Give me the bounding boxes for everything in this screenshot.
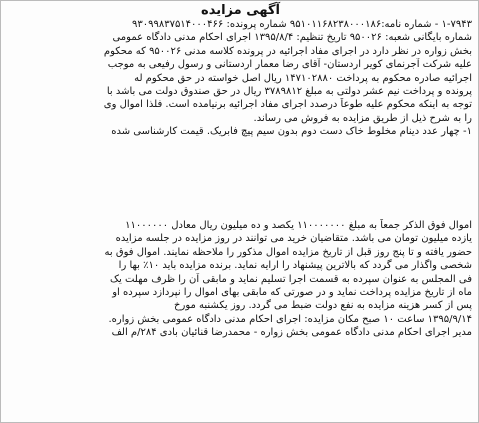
notice-title: آگهی مزایده [201, 3, 280, 18]
text-line: ۱- چهار عدد دینام مخلوط خاک دست دوم بدون سیم پیچ فابریک. قیمت کارشناسی شده [111, 126, 472, 138]
text-line: فی المجلس به عنوان سپرده به قسمت اجرا تسلیم نماید و مابقی آن را ظرف مهلت یک [110, 273, 472, 285]
text-line: اموال فوق الذکر جمعاً به مبلغ ۱۱۰۰۰۰۰۰۰ یکصد و ده میلیون ریال معادل ۱۱۰۰۰۰۰۰ [125, 220, 472, 231]
text-line: یازده میلیون تومان می باشد. متقاضیان خرید می توانند در روز مزایده در جلسه مزایده [115, 233, 472, 245]
notice-paragraph-1 [7, 18, 472, 139]
text-line: بخش زواره در نظر دارد در اجرای مفاد اجرائیه در پرونده کلاسه مدنی ۹۵۰۰۲۶ که محکوم [103, 45, 472, 57]
text-line: پرونده و پرداخت نیم عشر دولتی به مبلغ ۳۷۸۹۸۱۲ ریال در حق صندوق دولت می باشد با [106, 86, 472, 98]
text-line: شخصی واگذار می گردد که بالاترین پیشنهاد را ارایه نماید. برنده مزایده باید ۱۰٪ بها را [118, 260, 472, 272]
text-line: را به شرح ذیل از طریق مزایده به فروش می رساند. [253, 112, 472, 124]
text-line: حضور یافته و تا پنج روز قبل از تاریخ مزایده اموال مذکور را ملاحظه نمایند. اموال فوق به [104, 246, 472, 258]
text-line: اجرائیه صادره محکوم به پرداخت ۱۴۷۱۰۲۸۸۰ ریال اصل خواسته در حق محکوم له [134, 72, 472, 84]
text-line: ماه از تاریخ مزایده پرداخت نماید و در صورتی که مابقی بهای اموال را نپردازد سپرده او [112, 287, 472, 299]
text-line: پس از کسر هزینه مزایده به نفع دولت ضبط می گردد. روز یکشنبه مورخ [174, 300, 472, 312]
text-line: ۱-۷۹۴۳ - شماره نامه:۹۵۱۰۱۱۶۸۲۳۸۰۰۰۱۸۶ شماره پرونده: ۹۳۰۹۹۸۳۷۵۱۴۰۰۰۴۶۶ [131, 19, 472, 30]
text-line: علیه شرکت آجرنمای کویر اردستان- آقای رضا معمار اردستانی و رسول رفیعی به موجب [107, 59, 472, 71]
text-line: ۱۳۹۵/۹/۱۴ ساعت ۱۰ صبح مکان مزایده: اجرای احکام مدنی دادگاه عمومی بخش زواره. [108, 313, 472, 325]
text-line: شماره بایگانی شعبه: ۹۵۰۰۲۶ تاریخ تنظیم: ۱۳۹۵/۸/۴ اجرای احکام مدنی دادگاه عمومی [112, 32, 472, 44]
text-line: مدیر اجرای احکام مدنی دادگاه عمومی بخش زواره - محمدرضا قنائیان بادی ۲۸۴/م الف [111, 327, 472, 339]
text-line: توجه به اینکه محکوم علیه طوعاً درصدد اجرای مفاد اجرائیه برنیامده است. فلذا اموال وی [103, 99, 472, 111]
notice-paragraph-2 [7, 219, 472, 340]
